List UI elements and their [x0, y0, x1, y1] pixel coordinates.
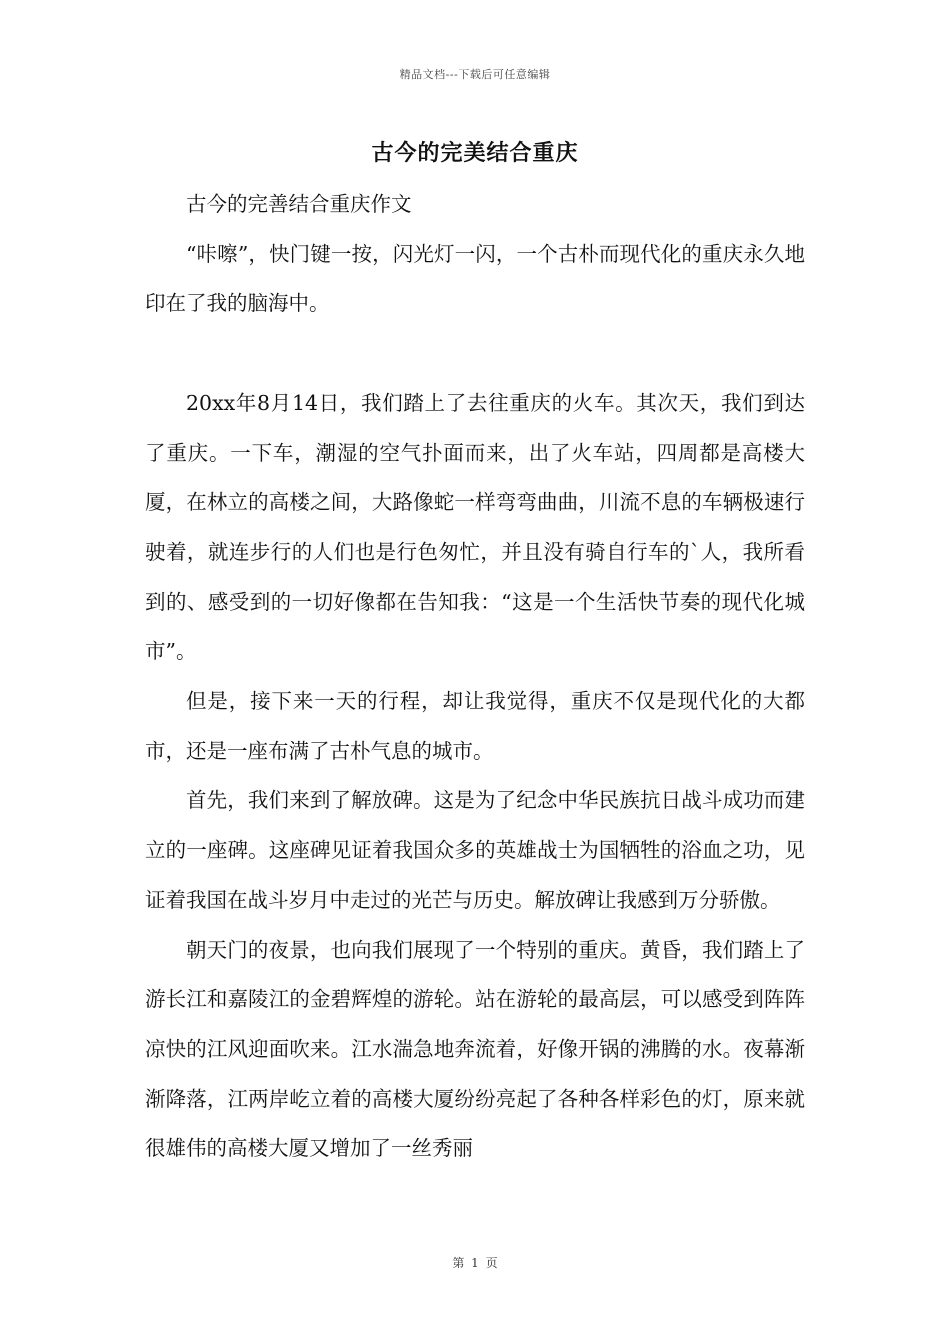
document-title: 古今的完美结合重庆 [371, 140, 579, 166]
paragraph-transition: 但是，接下来一天的行程，却让我觉得，重庆不仅是现代化的大都市，还是一座布满了古朴气息的城市。 [145, 689, 805, 763]
paragraph-liberation-monument: 首先，我们来到了解放碑。这是为了纪念中华民族抗日战斗成功而建立的一座碑。这座碑见证着我国众多的英雄战士为国牺牲的浴血之功，见证着我国在战斗岁月中走过的光芒与历史。解放碑让我感到万分骄傲。 [145, 788, 805, 912]
page-number: 第 1 页 [452, 1256, 498, 1270]
paragraph-intro: “咔嚓”，快门键一按，闪光灯一闪，一个古朴而现代化的重庆永久地印在了我的脑海中。 [145, 241, 805, 316]
document-body [145, 180, 805, 1174]
paragraph-subtitle: 古今的完善结合重庆作文 [186, 192, 412, 216]
blank-paragraph [145, 329, 805, 379]
paragraph-arrival: 20xx年8月14日，我们踏上了去往重庆的火车。其次天，我们到达了重庆。一下车，潮湿的空气扑面而来，出了火车站，四周都是高楼大厦，在林立的高楼之间，大路像蛇一样弯弯曲曲，川流不息的车辆极速行驶着，就连步行的人们也是行色匆忙，并且没有骑自行车的`人，我所看到的、感受到的一切好像都在告知我：“这是一个生活快节奏的现代化城市”。 [145, 390, 805, 664]
page-header: 精品文档---下载后可任意编辑 [399, 68, 551, 81]
paragraph-chaotianmen: 朝天门的夜景，也向我们展现了一个特别的重庆。黄昏，我们踏上了游长江和嘉陵江的金碧辉煌的游轮。站在游轮的最高层，可以感受到阵阵凉快的江风迎面吹来。江水湍急地奔流着，好像开锅的沸腾的水。夜幕渐渐降落，江两岸屹立着的高楼大厦纷纷亮起了各种各样彩色的灯，原来就很雄伟的高楼大厦又增加了一丝秀丽 [145, 937, 805, 1161]
